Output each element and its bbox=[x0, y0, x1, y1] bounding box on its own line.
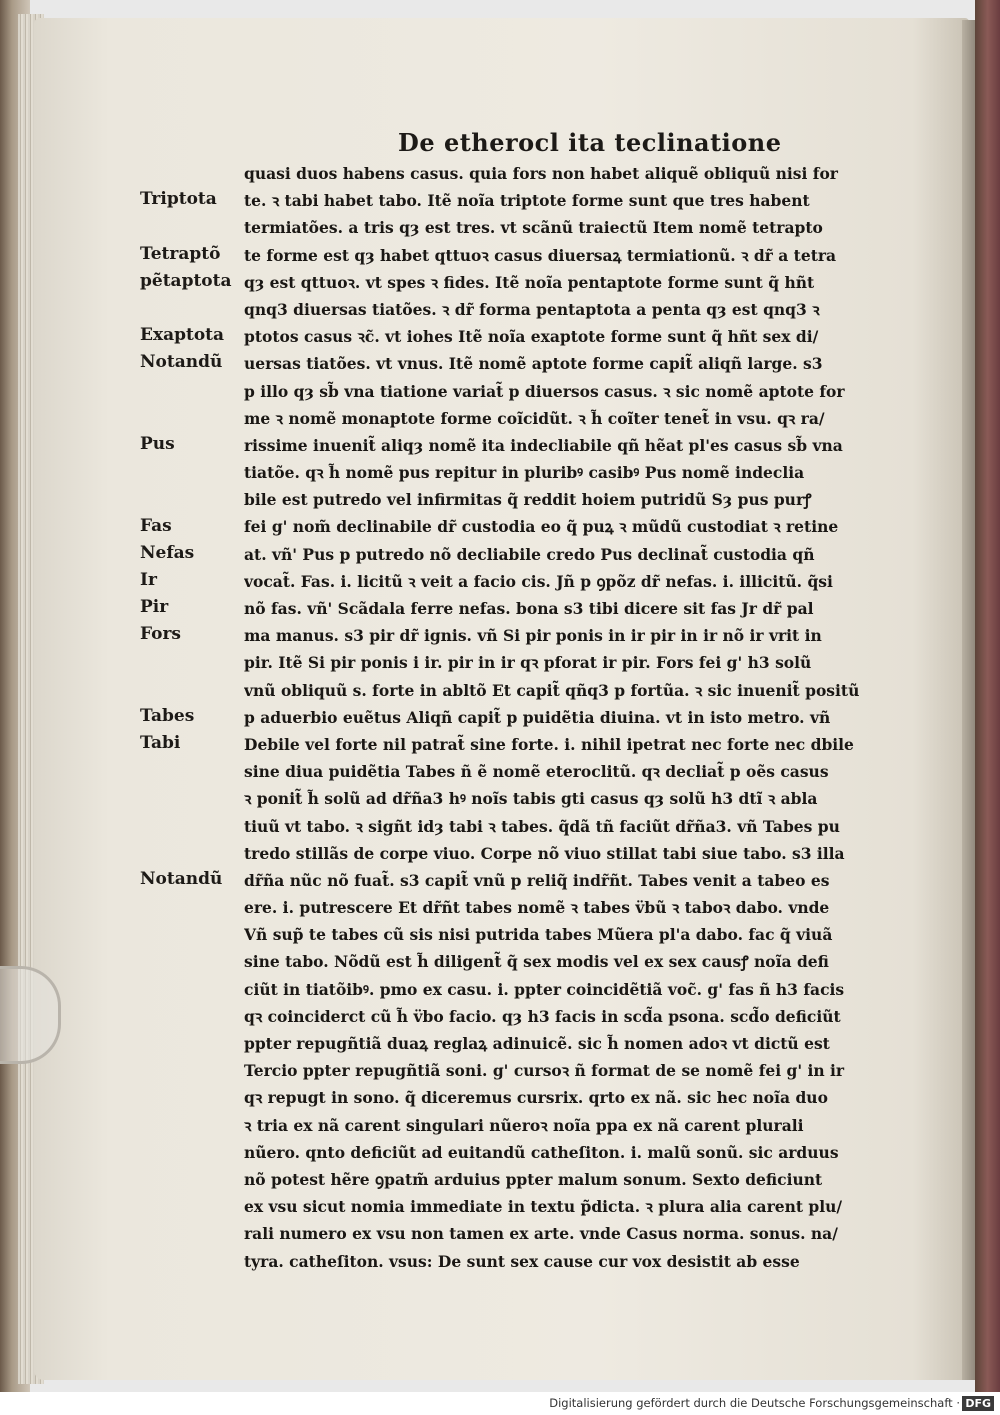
text-line: pir. Itẽ Si pir ponis i ir. pir in ir qꝛ pforat ir pir. Fors fei g' h3 solũ bbox=[244, 653, 812, 673]
text-line: uersas tiatões. vt vnus. Itẽ nomẽ aptote forme capit̃ aliqñ large. s3 bbox=[244, 354, 823, 374]
margin-note: Fas bbox=[140, 515, 172, 536]
bookmark-clip bbox=[0, 966, 61, 1064]
margin-note: Pus bbox=[140, 434, 175, 454]
margin-note: pẽtaptota bbox=[140, 270, 232, 291]
dfg-logo: DFG bbox=[962, 1396, 994, 1411]
margin-note: Ir bbox=[140, 570, 157, 590]
text-line: tiatõe. qꝛ h̃ nomẽ pus repitur in pluribꝰ casibꝰ Pus nomẽ indeclia bbox=[244, 463, 805, 483]
text-line: at. vñ' Pus p putredo nõ decliabile credo Pus declinat̃ custodia qñ bbox=[244, 544, 815, 564]
text-line: ma manus. s3 pir dr̃ ignis. vñ Si pir ponis in ir pir in ir nõ ir vrit in bbox=[244, 626, 822, 646]
text-line: p illo qȝ sb̃ vna tiatione variat̃ p diuersos casus. ꝛ sic nomẽ aptote for bbox=[244, 381, 845, 401]
margin-note: Tabes bbox=[140, 706, 195, 726]
text-line: vnũ obliquũ s. forte in abltõ Et capit̃ qñq3 p fortũa. ꝛ sic inuenit̃ positũ bbox=[244, 680, 860, 700]
text-line: nũero. qnto deficiũt ad euitandũ catheſiton. i. malũ sonũ. sic arduus bbox=[244, 1142, 839, 1162]
book-cover-edge bbox=[975, 0, 1000, 1392]
text-line: qȝ est qttuoꝛ. vt spes ꝛ fides. Itẽ noĩa pentaptote forme sunt q̃ hñt bbox=[244, 272, 815, 292]
margin-note: Tetraptõ bbox=[140, 243, 221, 264]
text-line: tiuũ vt tabo. ꝛ sigñt idȝ tabi ꝛ tabes. q̃dã tñ faciũt dr̃ña3. vñ Tabes pu bbox=[244, 816, 840, 836]
text-line: sine tabo. Nõdũ est h̃ diligent̃ q̃ sex modis vel ex sex causꝭ noĩa defi bbox=[244, 952, 829, 972]
text-line: dr̃ña nũc nõ fuat̃. s3 capit̃ vnũ p reliq̃ indr̃ñt. Tabes venit a tabeo es bbox=[244, 870, 830, 890]
margin-note: Tabi bbox=[140, 733, 181, 754]
text-line: ptotos casus ꝛc̃. vt iohes Itẽ noĩa exaptote forme sunt q̃ hñt sex di/ bbox=[244, 327, 819, 347]
footer-credit: Digitalisierung gefördert durch die Deutsche Forschungsgemeinschaft · bbox=[549, 1396, 960, 1410]
text-line: tredo stillãs de corpe viuo. Corpe nõ viuo stillat tabi siue tabo. s3 illa bbox=[244, 843, 845, 863]
text-line: quasi duos habens casus. quia fors non habet aliquẽ obliquũ nisi for bbox=[244, 164, 838, 183]
text-line: Tercio ppter repugñtiã soni. g' cursoꝛ ñ format de se nomẽ fei g' in ir bbox=[244, 1061, 845, 1081]
gutter-shadow bbox=[962, 20, 976, 1380]
text-line: tyra. catheſiton. vsus: De sunt sex cause cur vox desistit ab esse bbox=[244, 1251, 800, 1271]
text-line: te. ꝛ tabi habet tabo. Itẽ noĩa triptote forme sunt que tres habent bbox=[244, 191, 810, 211]
text-line: qnq3 diuersas tiatões. ꝛ dr̃ forma pentaptota a penta qȝ est qnq3 ꝛ bbox=[244, 299, 820, 319]
text-line: ex vsu sicut nomia immediate in textu p̃dicta. ꝛ plura alia carent plu/ bbox=[244, 1197, 843, 1217]
text-line: qꝛ coinciderct cũ h̃ v̈bo facio. qȝ h3 facis in scd̃a psona. scd̃o deficiũt bbox=[244, 1006, 841, 1026]
text-line: Debile vel forte nil patrat̃ sine forte. i. nihil ipetrat nec forte nec dbile bbox=[244, 734, 854, 754]
text-line: p aduerbio euẽtus Aliqñ capit̃ p puidẽtia diuina. vt in isto metro. vñ bbox=[244, 707, 831, 727]
text-line: bile est putredo vel infirmitas q̃ reddit hoiem putridũ Sȝ pus purꝭ bbox=[244, 490, 812, 510]
text-line: ꝛ ponit̃ h̃ solũ ad dr̃ña3 hꝰ noĩs tabis gti casus qȝ solũ h3 dtĩ ꝛ abla bbox=[244, 789, 818, 809]
margin-note: Triptota bbox=[140, 189, 217, 210]
text-line: Vñ sup̃ te tabes cũ sis nisi putrida tabes Mũera pl'a dabo. fac q̃ viuã bbox=[244, 925, 833, 945]
text-line: ciũt in tiatõibꝰ. pmo ex casu. i. ppter coincidẽtiã voc̃. g' fas ñ h3 facis bbox=[244, 979, 845, 999]
text-line: nõ fas. vñ' Scãdala ferre nefas. bona s3 tibi dicere sit fas Jr dr̃ pal bbox=[244, 599, 814, 618]
text-block bbox=[244, 160, 884, 1275]
text-line: te forme est qȝ habet qttuoꝛ casus diuersaꝝ termiationũ. ꝛ dr̃ a tetra bbox=[244, 245, 837, 265]
text-line: fei g' nom̃ declinabile dr̃ custodia eo q̃ puꝝ ꝛ mũdũ custodiat ꝛ retine bbox=[244, 517, 839, 537]
margin-note: Pir bbox=[140, 597, 169, 618]
margin-note: Notandũ bbox=[140, 352, 223, 373]
margin-note: Exaptota bbox=[140, 325, 225, 346]
running-head: De etherocl ita teclinatione bbox=[398, 128, 782, 157]
text-line: ere. i. putrescere Et dr̃ñt tabes nomẽ ꝛ tabes v̈bũ ꝛ taboꝛ dabo. vnde bbox=[244, 898, 830, 918]
text-line: me ꝛ nomẽ monaptote forme coĩcidũt. ꝛ h̃ coĩter tenet̃ in vsu. qꝛ ra/ bbox=[244, 408, 825, 428]
text-line: ꝛ tria ex nã carent singulari nũeroꝛ noĩa ppa ex nã carent plurali bbox=[244, 1115, 804, 1135]
text-line: rali numero ex vsu non tamen ex arte. vnde Casus norma. sonus. na/ bbox=[244, 1224, 838, 1244]
text-line: ppter repugñtiã duaꝝ reglaꝝ adinuicẽ. sic h̃ nomen adoꝛ vt dictũ est bbox=[244, 1034, 830, 1053]
text-line: qꝛ repugt in sono. q̃ diceremus cursrix. qrto ex nã. sic hec noĩa duo bbox=[244, 1088, 828, 1108]
text-line: termiatões. a tris qȝ est tres. vt scãnũ traiectũ Item nomẽ tetrapto bbox=[244, 218, 823, 238]
margin-note: Notandũ bbox=[140, 869, 223, 890]
text-line: rissime inuenit̃ aliqȝ nomẽ ita indecliabile qñ hẽat pl'es casus sb̃ vna bbox=[244, 435, 843, 455]
text-line: sine diua puidẽtia Tabes ñ ẽ nomẽ eteroclitũ. qꝛ decliat̃ p oẽs casus bbox=[244, 762, 829, 782]
margin-note: Fors bbox=[140, 624, 182, 645]
text-line: nõ potest hẽre ꝯpatm̃ arduius ppter malum sonum. Sexto deficiunt bbox=[244, 1169, 823, 1189]
text-line: vocat̃. Fas. i. licitũ ꝛ veit a facio cis. Jñ p ꝯpõz dr̃ nefas. i. illicitũ. q̃si bbox=[244, 571, 833, 591]
margin-note: Nefas bbox=[140, 542, 195, 563]
